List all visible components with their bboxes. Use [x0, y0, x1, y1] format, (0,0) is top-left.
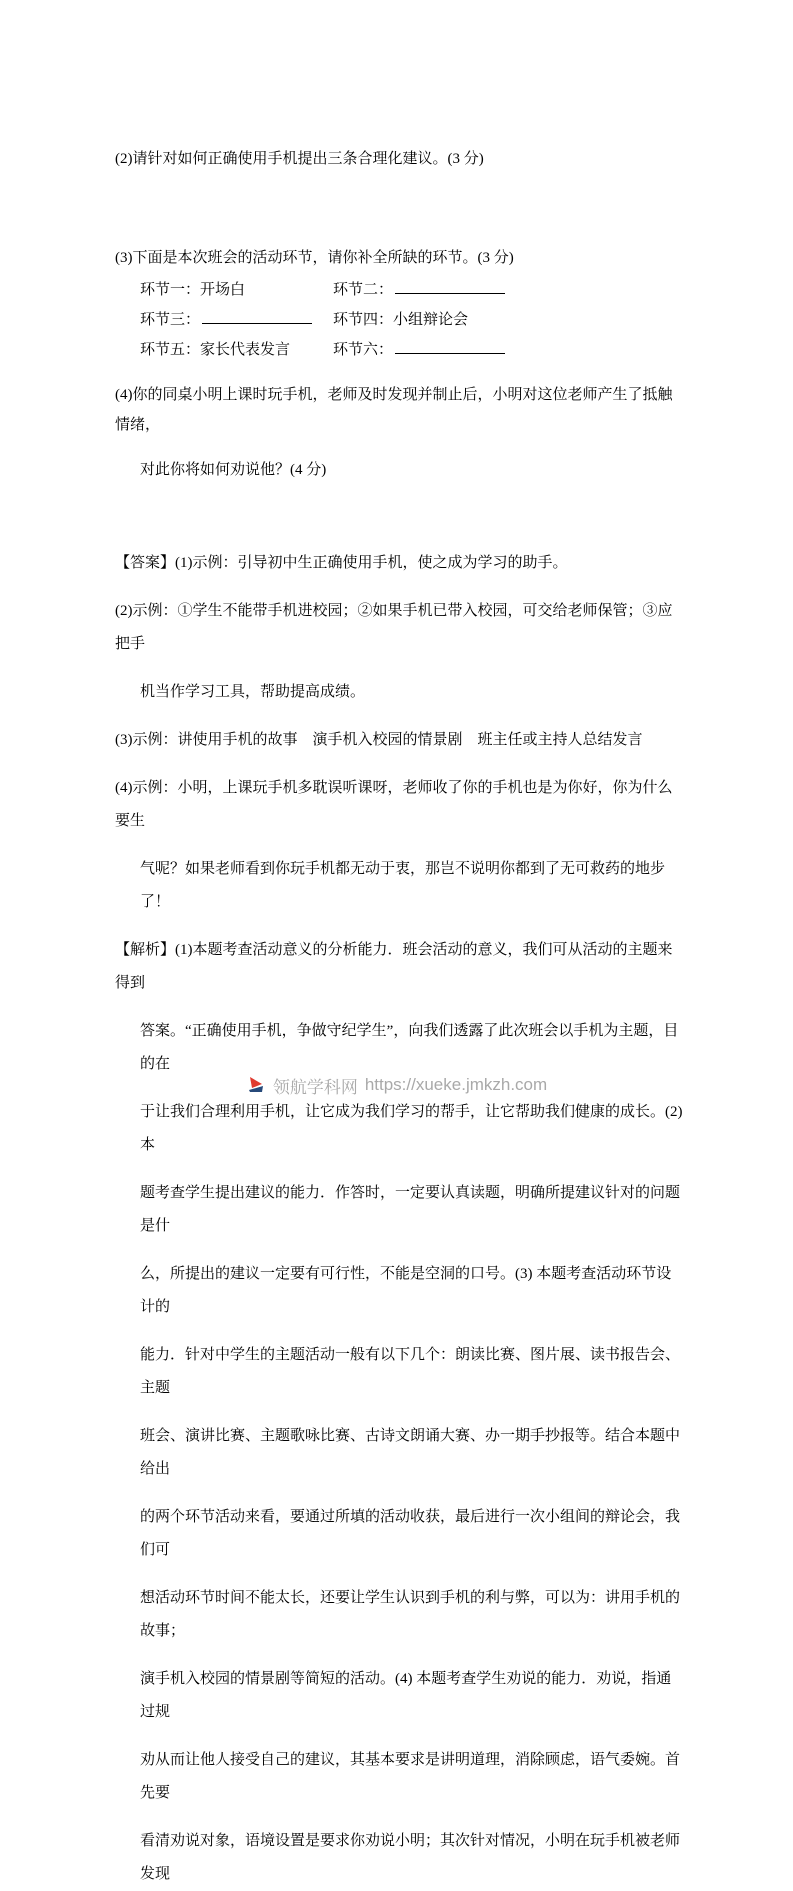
step-label: 环节三： [140, 312, 201, 328]
step-value: 家长代表发言 [200, 342, 291, 358]
question-3-activity-list [115, 275, 685, 365]
answer-line: (4)示例：小明，上课玩手机多耽误听课呀，老师收了你的手机也是为你好，你为什么要生 [115, 780, 673, 829]
analysis-line: 班会、演讲比赛、主题歌咏比赛、古诗文朗诵大赛、办一期手抄报等。结合本题中给出 [140, 1428, 681, 1477]
analysis-line: 看清劝说对象，语境设置是要求你劝说小明；其次针对情况，小明在玩手机被老师发现 [140, 1833, 681, 1882]
analysis-line: 答案。“正确使用手机，争做守纪学生”，向我们透露了此次班会以手机为主题，目的在 [140, 1023, 679, 1072]
answer-blank-line [395, 280, 505, 294]
analysis-line: 想活动环节时间不能太长，还要让学生认识到手机的利与弊，可以为：讲用手机的故事； [140, 1590, 681, 1639]
step-value: 小组辩论会 [393, 312, 469, 328]
answer-line: (2)示例：①学生不能带手机进校园；②如果手机已带入校园，可交给老师保管；③应把手 [115, 603, 673, 652]
question-4 [115, 380, 685, 485]
step-label: 环节二： [333, 282, 394, 298]
analysis-line: 题考查学生提出建议的能力．作答时，一定要认真读题，明确所提建议针对的问题是什 [140, 1185, 681, 1234]
step-label: 环节六： [333, 342, 394, 358]
footer-site-name: 领航学科网 [272, 1077, 358, 1097]
answer-blank-line [395, 340, 505, 354]
activity-step-6 [333, 335, 685, 365]
activity-step-4 [333, 305, 685, 335]
step-value: 开场白 [200, 282, 246, 298]
analysis-line: 么，所提出的建议一定要有可行性，不能是空洞的口号。(3) 本题考查活动环节设计的 [140, 1266, 672, 1315]
analysis-line: 的两个环节活动来看，要通过所填的活动收获，最后进行一次小组间的辩论会，我们可 [140, 1509, 681, 1558]
step-label: 环节四： [333, 312, 394, 328]
analysis-line: 【解析】(1)本题考查活动意义的分析能力．班会活动的意义，我们可从活动的主题来得到 [115, 942, 673, 991]
step-label: 环节一： [140, 282, 201, 298]
question-3-intro: (3)下面是本次班会的活动环节，请你补全所缺的环节。(3 分) [115, 250, 514, 266]
question-4-line1: (4)你的同桌小明上课时玩手机，老师及时发现并制止后，小明对这位老师产生了抵触情绪， [115, 387, 673, 433]
analysis-line: 劝从而让他人接受自己的建议，其基本要求是讲明道理，消除顾虑，语气委婉。首先要 [140, 1752, 681, 1801]
activity-step-3 [140, 305, 333, 335]
activity-step-2 [333, 275, 685, 305]
answer-blank-line [202, 310, 312, 324]
answer-line: 机当作学习工具，帮助提高成绩。 [140, 684, 366, 700]
activity-row-2 [140, 305, 685, 335]
step-label: 环节五： [140, 342, 201, 358]
activity-row-3 [140, 335, 685, 365]
analysis-line: 于让我们合理利用手机，让它成为我们学习的帮手，让它帮助我们健康的成长。(2) 本 [140, 1104, 683, 1153]
answer-line: (3)示例：讲使用手机的故事 演手机入校园的情景剧 班主任或主持人总结发言 [115, 732, 643, 748]
answer-section [115, 547, 685, 919]
footer-url: https://xueke.jmkzh.com [364, 1075, 548, 1094]
question-4-line2: 对此你将如何劝说他？(4 分) [140, 462, 327, 478]
answer-line: 【答案】(1)示例：引导初中生正确使用手机，使之成为学习的助手。 [115, 555, 568, 571]
activity-step-1 [140, 275, 333, 305]
question-2: (2)请针对如何正确使用手机提出三条合理化建议。(3 分) [115, 151, 484, 167]
activity-row-1 [140, 275, 685, 305]
analysis-line: 演手机入校园的情景剧等简短的活动。(4) 本题考查学生劝说的能力．劝说，指通过规 [140, 1671, 672, 1720]
analysis-line: 能力．针对中学生的主题活动一般有以下几个：朗读比赛、图片展、读书报告会、主题 [140, 1347, 681, 1396]
activity-step-5 [140, 335, 333, 365]
site-logo-icon [246, 1075, 266, 1095]
answer-line: 气呢？如果老师看到你玩手机都无动于衷，那岂不说明你都到了无可救药的地步了！ [140, 861, 666, 910]
site-watermark [0, 1068, 793, 1102]
